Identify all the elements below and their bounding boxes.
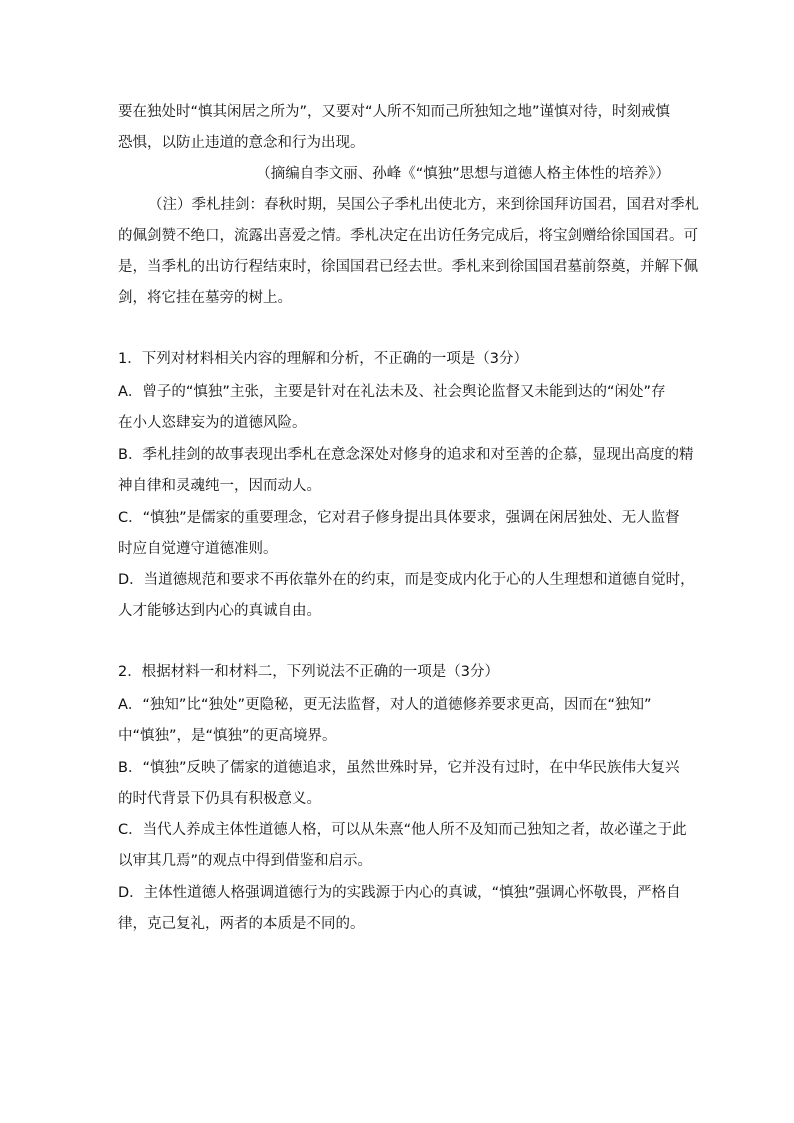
note-line: 剑，将它挂在墓旁的树上。 [118, 290, 292, 306]
question-2-stem: 2．根据材料一和材料二，下列说法不正确的一项是（3分） [118, 664, 499, 680]
q1-option-b-cont: 神自律和灵魂纯一，因而动人。 [118, 478, 321, 494]
q1-option-d-cont: 人才能够达到内心的真诚自由。 [118, 603, 321, 619]
q1-option-a-cont: 在小人恣肆妄为的道德风险。 [118, 415, 307, 431]
q1-option-d: D．当道德规范和要求不再依靠外在的约束，而是变成内化于心的人生理想和道德自觉时， [118, 572, 695, 588]
q2-option-d: D．主体性道德人格强调道德行为的实践源于内心的真诚，“慎独”强调心怀敬畏，严格自 [118, 885, 681, 901]
q1-option-a: A．曾子的“慎独”主张，主要是针对在礼法未及、社会舆论监督又未能到达的“闲处”存 [118, 384, 666, 400]
note-line: （注）季札挂剑：春秋时期，吴国公子季札出使北方，来到徐国拜访国君，国君对季札 [148, 197, 699, 213]
q1-option-b: B．季札挂剑的故事表现出季札在意念深处对修身的追求和对至善的企慕，显现出高度的精 [118, 447, 694, 463]
q2-option-a-cont: 中“慎独”，是“慎独”的更高境界。 [118, 728, 337, 744]
q2-option-b: B．“慎独”反映了儒家的道德追求，虽然世殊时异，它并没有过时，在中华民族伟大复兴 [118, 760, 680, 776]
source-citation: （摘编自李文丽、孙峰《“慎独”思想与道德人格主体性的培养》） [256, 166, 670, 182]
question-1-stem: 1．下列对材料相关内容的理解和分析，不正确的一项是（3分） [118, 351, 528, 367]
note-line: 的佩剑赞不绝口，流露出喜爱之情。季札决定在出访任务完成后，将宝剑赠给徐国国君。可 [118, 228, 698, 244]
passage-line: 恐惧，以防止违道的意念和行为出现。 [118, 135, 365, 151]
q2-option-a: A．“独知”比“独处”更隐秘，更无法监督，对人的道德修养要求更高，因而在“独知” [118, 697, 652, 713]
passage-line: 要在独处时“慎其闲居之所为”，又要对“人所不知而己所独知之地”谨慎对待，时刻戒慎 [118, 104, 671, 120]
q1-option-c: C．“慎独”是儒家的重要理念，它对君子修身提出具体要求，强调在闲居独处、无人监督 [118, 510, 680, 526]
note-line: 是，当季札的出访行程结束时，徐国国君已经去世。季札来到徐国国君墓前祭奠，并解下佩 [118, 259, 698, 275]
q2-option-c-cont: 以审其几焉”的观点中得到借鉴和启示。 [118, 853, 373, 869]
q2-option-c: C．当代人养成主体性道德人格，可以从朱熹“他人所不及知而己独知之者，故必谨之于此 [118, 822, 687, 838]
q2-option-d-cont: 律，克己复礼，两者的本质是不同的。 [118, 916, 365, 932]
q1-option-c-cont: 时应自觉遵守道德准则。 [118, 541, 278, 557]
q2-option-b-cont: 的时代背景下仍具有积极意义。 [118, 791, 321, 807]
